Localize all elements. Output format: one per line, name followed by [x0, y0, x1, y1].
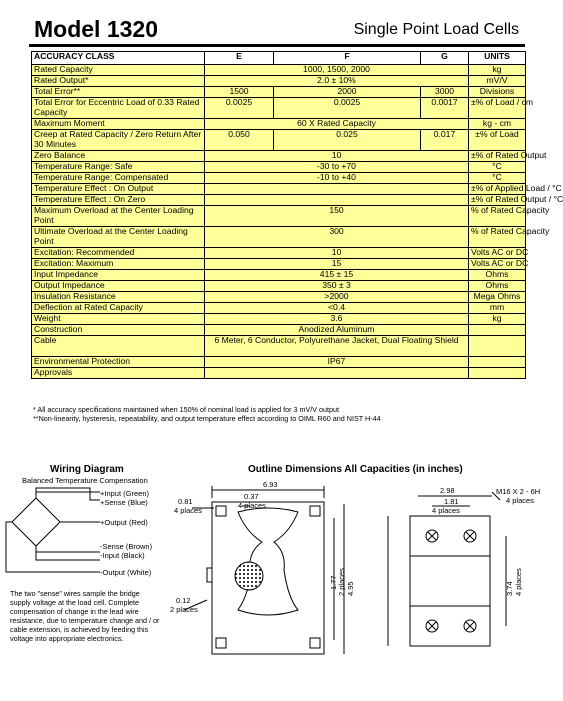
header-class-e: E — [205, 52, 274, 65]
footnotes — [33, 405, 381, 423]
table-row — [32, 98, 526, 119]
row-label: Maximum Moment — [32, 119, 205, 130]
row-unit — [469, 336, 526, 357]
wire-label-plus-sense: +Sense (Blue) — [100, 498, 148, 507]
row-label: Ultimate Overload at the Center Loading Point — [32, 227, 205, 248]
dim-1-81: 1.81 — [444, 497, 459, 506]
row-value: -30 to +70 — [205, 162, 469, 173]
row-label: Temperature Effect : On Output — [32, 184, 205, 195]
outline-drawing — [170, 460, 554, 700]
outline-title: Outline Dimensions All Capacities (in inches) — [248, 464, 463, 475]
wire-label-minus-sense: -Sense (Brown) — [100, 542, 153, 551]
row-label: Input Impedance — [32, 270, 205, 281]
table-row — [32, 76, 526, 87]
row-value: 300 — [205, 227, 469, 248]
row-label: Insulation Resistance — [32, 292, 205, 303]
row-value: 15 — [205, 259, 469, 270]
table-row — [32, 314, 526, 325]
dim-3-74-note: 4 places — [514, 568, 523, 596]
row-label: Weight — [32, 314, 205, 325]
row-unit: ±% of Rated Output / °C — [469, 195, 526, 206]
row-value — [205, 195, 469, 206]
row-unit: % of Rated Capacity — [469, 227, 526, 248]
table-row — [32, 65, 526, 76]
wiring-title: Wiring Diagram — [50, 464, 124, 475]
row-label: Output Impedance — [32, 281, 205, 292]
row-label: Environmental Protection — [32, 357, 205, 368]
row-label: Excitation: Recommended — [32, 248, 205, 259]
row-value: Anodized Aluminum — [205, 325, 469, 336]
header-class-f: F — [274, 52, 421, 65]
header-units: UNITS — [469, 52, 526, 65]
table-row — [32, 281, 526, 292]
row-label: Temperature Range: Compensated — [32, 173, 205, 184]
table-row — [32, 336, 526, 357]
wiring-description: The two "sense" wires sample the bridge supply voltage at the load cell. Complete compensation of change in the lead wire resistance, due to temperature change and / or cable extension, is achieved by feeding this voltage into appropriate electronics. — [10, 589, 160, 643]
row-value: 3.6 — [205, 314, 469, 325]
row-unit: mm — [469, 303, 526, 314]
row-value-g: 0.0017 — [421, 98, 469, 119]
outline-dimensions — [170, 460, 554, 700]
dim-1-77: 1.77 — [329, 575, 338, 590]
row-value-g: 3000 — [421, 87, 469, 98]
row-label: Temperature Effect : On Zero — [32, 195, 205, 206]
footnote-2: **Non-linearity, hysteresis, repeatability, and output temperature effect according to OIML R60 and NIST H-44 — [33, 414, 381, 423]
table-row — [32, 162, 526, 173]
table-row — [32, 259, 526, 270]
wiring-subtitle: Balanced Temperature Compensation — [22, 476, 148, 485]
table-row — [32, 248, 526, 259]
table-row — [32, 357, 526, 368]
table-row — [32, 195, 526, 206]
dim-length: 6.93 — [263, 480, 278, 489]
row-value: 6 Meter, 6 Conductor, Polyurethane Jacket, Dual Floating Shield — [205, 336, 469, 357]
dim-0-81-note: 4 places — [174, 506, 202, 515]
header-rule — [29, 44, 525, 47]
wire-label-minus-output: -Output (White) — [100, 568, 152, 577]
row-value-f: 0.025 — [274, 130, 421, 151]
row-value-f: 2000 — [274, 87, 421, 98]
row-value-e: 1500 — [205, 87, 274, 98]
dim-0-12: 0.12 — [176, 596, 191, 605]
product-subtitle: Single Point Load Cells — [353, 21, 519, 38]
table-row — [32, 87, 526, 98]
table-row — [32, 270, 526, 281]
row-label: Rated Output* — [32, 76, 205, 87]
wire-label-plus-output: +Output (Red) — [100, 518, 148, 527]
spec-table — [31, 51, 563, 379]
table-row — [32, 292, 526, 303]
row-unit: kg — [469, 65, 526, 76]
row-unit: ±% of Rated Output — [469, 151, 526, 162]
table-row — [32, 303, 526, 314]
row-unit: Ohms — [469, 270, 526, 281]
row-label: Creep at Rated Capacity / Zero Return After 30 Minutes — [32, 130, 205, 151]
table-row — [32, 325, 526, 336]
row-value: 10 — [205, 151, 469, 162]
dim-1-77-note: 2 places — [337, 568, 346, 596]
table-row — [32, 368, 526, 379]
row-value: 60 X Rated Capacity — [205, 119, 469, 130]
row-unit — [469, 325, 526, 336]
row-label: Temperature Range: Safe — [32, 162, 205, 173]
table-row — [32, 184, 526, 195]
row-value: 350 ± 3 — [205, 281, 469, 292]
row-unit: % of Rated Capacity — [469, 206, 526, 227]
row-label: Total Error for Eccentric Load of 0.33 Rated Capacity — [32, 98, 205, 119]
row-value: -10 to +40 — [205, 173, 469, 184]
row-value: 415 ± 15 — [205, 270, 469, 281]
header-class-g: G — [421, 52, 469, 65]
dim-0-37: 0.37 — [244, 492, 259, 501]
row-unit — [469, 368, 526, 379]
header-accuracy-class: ACCURACY CLASS — [32, 52, 205, 65]
table-row — [32, 119, 526, 130]
table-row — [32, 173, 526, 184]
row-label: Excitation: Maximum — [32, 259, 205, 270]
table-row — [32, 130, 526, 151]
dim-1-81-note: 4 places — [432, 506, 460, 515]
row-unit — [469, 357, 526, 368]
row-value: 1000, 1500, 2000 — [205, 65, 469, 76]
dim-0-12-note: 2 places — [170, 605, 198, 614]
dim-2-98: 2.98 — [440, 486, 455, 495]
row-unit: ±% of Load / cm — [469, 98, 526, 119]
row-unit: Divisions — [469, 87, 526, 98]
row-unit: kg — [469, 314, 526, 325]
row-label: Cable — [32, 336, 205, 357]
row-unit: ±% of Applied Load / °C — [469, 184, 526, 195]
row-value-e: 0.0025 — [205, 98, 274, 119]
thread-spec: M16 X 2 - 6H — [496, 487, 541, 496]
table-row — [32, 206, 526, 227]
row-label: Construction — [32, 325, 205, 336]
row-label: Zero Balance — [32, 151, 205, 162]
model-title: Model 1320 — [34, 16, 158, 42]
row-value — [205, 368, 469, 379]
row-unit: °C — [469, 173, 526, 184]
top-view — [184, 486, 344, 654]
row-label: Rated Capacity — [32, 65, 205, 76]
row-value-f: 0.0025 — [274, 98, 421, 119]
row-label: Approvals — [32, 368, 205, 379]
spec-header-row — [32, 52, 526, 65]
row-label: Deflection at Rated Capacity — [32, 303, 205, 314]
row-unit: Mega Ohms — [469, 292, 526, 303]
row-value-e: 0.050 — [205, 130, 274, 151]
row-label: Maximum Overload at the Center Loading Point — [32, 206, 205, 227]
row-unit: Volts AC or DC — [469, 259, 526, 270]
table-row — [32, 151, 526, 162]
dim-4-95: 4.95 — [346, 581, 355, 596]
row-unit: °C — [469, 162, 526, 173]
row-unit: kg - cm — [469, 119, 526, 130]
row-value: 2.0 ± 10% — [205, 76, 469, 87]
wire-label-plus-input: +Input (Green) — [100, 489, 149, 498]
row-value-g: 0.017 — [421, 130, 469, 151]
thread-spec-note: 4 places — [506, 496, 534, 505]
dim-0-81: 0.81 — [178, 497, 193, 506]
row-unit: Volts AC or DC — [469, 248, 526, 259]
wire-label-minus-input: -Input (Black) — [100, 551, 145, 560]
row-value: 10 — [205, 248, 469, 259]
row-value: <0.4 — [205, 303, 469, 314]
row-value: 150 — [205, 206, 469, 227]
table-row — [32, 227, 526, 248]
wheatstone-bridge — [12, 498, 60, 546]
row-value: >2000 — [205, 292, 469, 303]
footnote-1: * All accuracy specifications maintained when 150% of nominal load is applied for 3 mV/V output — [33, 405, 340, 414]
side-view — [388, 492, 506, 646]
row-value — [205, 184, 469, 195]
page-header — [29, 14, 525, 48]
dim-0-37-note: 4 places — [238, 501, 266, 510]
dim-3-74: 3.74 — [505, 581, 514, 596]
row-unit: mV/V — [469, 76, 526, 87]
row-value: IP67 — [205, 357, 469, 368]
row-unit: ±% of Load — [469, 130, 526, 151]
row-unit: Ohms — [469, 281, 526, 292]
row-label: Total Error** — [32, 87, 205, 98]
